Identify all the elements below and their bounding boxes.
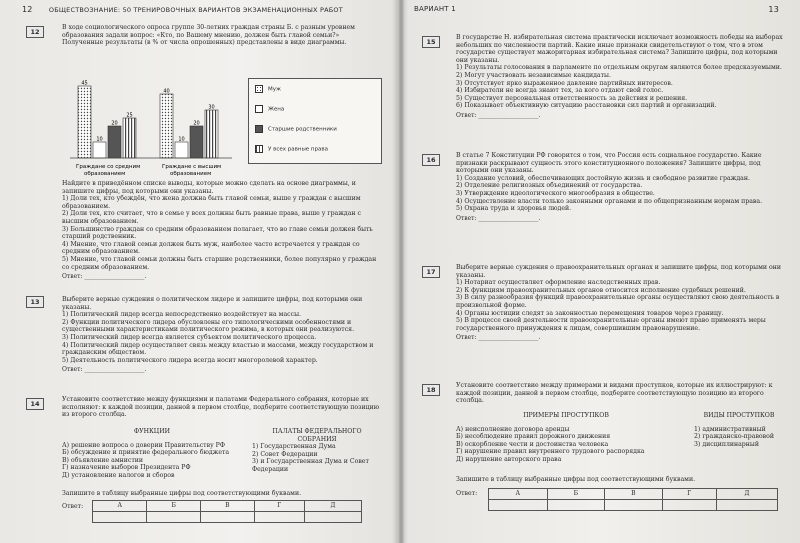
right-page — [404, 0, 800, 543]
task-12-option: 1) Доли тех, кто убеждён, что жена должна быть главой семьи, выше у граждан с высшим образованием. — [62, 195, 361, 210]
task-15-option: 2) Могут участвовать независимые кандидаты. — [456, 71, 611, 79]
task-14-chamber: 3) и Государственная Дума и Совет Федерации — [252, 458, 369, 473]
legend-item-elders: Старшие родственники — [255, 125, 337, 135]
table-letter-a: А — [489, 489, 548, 500]
task-14-function: А) решение вопроса о доверии Правительству РФ — [62, 441, 225, 449]
task-12-body — [62, 180, 380, 281]
task-18-table-instruction: Запишите в таблицу выбранные цифры под соответствующими буквами. — [456, 476, 696, 483]
bar-4-cat-2 — [205, 110, 218, 158]
task-17-option: 3) В силу разнообразия функций правоохранительные органы осуществляют свою деятельность в произвольной форме. — [456, 294, 780, 309]
task-18-col1-header: ПРИМЕРЫ ПРОСТУПКОВ — [523, 412, 609, 419]
bar-value-label: 30 — [208, 104, 215, 111]
bar-value-label: 20 — [111, 120, 118, 127]
task-15-option: 5) Существует персональная ответственность за действия и решения. — [456, 94, 688, 102]
task-15-answer-line[interactable]: Ответ: ____________________. — [456, 111, 541, 119]
table-letter-v: В — [201, 501, 255, 512]
category-label-2a: Граждане с высшим — [162, 164, 222, 170]
answer-cell[interactable] — [489, 500, 548, 511]
task-13-question: Выберите верные суждения о политическом лидере и запишите цифры, под которыми они указаны. — [62, 296, 363, 311]
left-page-header — [22, 6, 392, 20]
left-page — [0, 0, 398, 543]
task-16-option: 4) Осуществление власти только законными органами и по общепризнанным нормам права. — [456, 197, 763, 205]
task-14-column-functions — [62, 428, 242, 480]
legend-item-husband: Муж — [255, 85, 281, 95]
table-letter-b: Б — [547, 489, 605, 500]
task-13-option: 4) Политический лидер осуществляет связь между властью и массами, между государством и гражданским обществом. — [62, 341, 374, 357]
task-13-option: 3) Политический лидер всегда является субъектом политического процесса. — [62, 333, 317, 341]
task-14-function: Г) назначение выборов Президента РФ — [62, 464, 191, 472]
right-header-title: ВАРИАНТ 1 — [414, 5, 456, 13]
category-label-2b: образованием — [170, 171, 212, 177]
chart-legend — [248, 78, 382, 164]
task-13-option: 5) Деятельность политического лидера всегда носит многоролевой характер. — [62, 356, 318, 364]
table-letter-b: Б — [147, 501, 201, 512]
bar-value-label: 10 — [178, 136, 185, 143]
task-17-option: 2) К функциям правоохранительных органов относится исполнение судебных решений. — [456, 286, 746, 294]
table-letter-v: В — [605, 489, 663, 500]
bar-value-label: 10 — [96, 136, 103, 143]
bar-4-cat-1 — [123, 118, 136, 158]
task-15-option: 3) Отсутствует ярко выраженное давление партийных интересов. — [456, 79, 673, 87]
task-16-option: 5) Охрана труда и здоровья людей. — [456, 205, 572, 213]
task-18-column-examples — [456, 412, 676, 464]
task-13-option: 2) Функции политического лидера обусловлены его типологическими особенностями и существенными характеристиками политического режима, в которых они реализуются. — [62, 318, 355, 334]
task-14-col2-header: ПАЛАТЫ ФЕДЕРАЛЬНОГО СОБРАНИЯ — [272, 428, 362, 443]
task-12-option: 5) Мнение, что главой семьи должны быть старшие родственники, более популярно у граждан со средним образованием. — [62, 255, 377, 271]
task-15-option: 1) Результаты голосования в парламенте по отдельным округам являются более предсказуемыми. — [456, 64, 782, 72]
bar-value-label: 40 — [163, 88, 170, 95]
task-14-function: В) объявление амнистии — [62, 456, 144, 464]
task-17-option: 1) Нотариат осуществляет оформление наследственных прав. — [456, 279, 661, 287]
bar-1-cat-2 — [160, 94, 173, 158]
category-label-1b: образованием — [84, 171, 126, 177]
task-14-function: Д) установление налогов и сборов — [62, 471, 175, 479]
task-15-option: 6) Показывает объективную ситуацию расстановки сил партий и организаций. — [456, 102, 717, 110]
task-17-question: Выберите верные суждения о правоохранительных органах и запишите цифры, под которыми они указаны. — [456, 264, 781, 279]
task-12-question: В ходе социологического опроса группе 30-летних граждан страны Б. с разным уровнем образования задали вопрос: «Кто, по Вашему мнению, должен быть главой семьи?» Полученные результаты (в % от числа опрошенных) представлены в виде диаграммы. — [62, 24, 355, 47]
answer-cell[interactable] — [93, 512, 147, 523]
task-14-answer-table — [92, 500, 362, 523]
task-12-number: 12 — [26, 26, 44, 38]
task-18-example: В) оскорбление чести и достоинства человека — [456, 440, 609, 448]
task-16-body — [456, 152, 784, 222]
bar-1-cat-1 — [78, 86, 91, 158]
bar-2-cat-1 — [93, 142, 106, 158]
left-page-number: 12 — [22, 5, 33, 14]
task-13-body — [62, 296, 380, 374]
task-18-example: А) неисполнение договора аренды — [456, 425, 570, 433]
task-14-number: 14 — [26, 398, 44, 410]
task-12-option: 3) Большинство граждан со средним образованием полагает, что во главе семьи должен быть старший родственник. — [62, 225, 373, 241]
task-17-answer-line[interactable]: Ответ: ____________________. — [456, 334, 541, 342]
task-12-option: 4) Мнение, что главой семьи должен быть муж, наиболее часто встречается у граждан со средним образованием. — [62, 240, 360, 256]
task-14-table-instruction: Запишите в таблицу выбранные цифры под соответствующими буквами. — [62, 490, 302, 497]
task-12-option: 2) Доли тех, кто считает, что в семье у всех должны быть равные права, выше у граждан с высшим образованием. — [62, 210, 361, 225]
task-18-type: 3) дисциплинарный — [694, 440, 759, 448]
task-17-option: 5) В процессе своей деятельности правоохранительные органы имеют право применять меры государственного принуждения к лицам, совершившим правонарушение. — [456, 317, 766, 332]
bar-2-cat-2 — [175, 142, 188, 158]
table-letter-g: Г — [254, 501, 304, 512]
task-18-question: Установите соответствие между примерами и видами проступков, которые их иллюстрируют: к каждой позиции, данной в первом столбце, подберите соответствующую позицию из второго столбца. — [456, 382, 773, 405]
task-18-example: Д) нарушение авторского права — [456, 455, 562, 463]
task-18-answer-label: Ответ: — [456, 490, 478, 497]
task-14-chamber: 1) Государственная Дума — [252, 443, 336, 451]
bar-value-label: 25 — [126, 112, 133, 119]
task-14-function: Б) обсуждение и принятие федерального бюджета — [62, 449, 230, 457]
task-14-question: Установите соответствие между функциями и палатами Федерального собрания, которые их исполняют: к каждой позиции, данной в первом столбце, подберите соответствующую позицию из второго столбца. — [62, 396, 380, 419]
legend-item-wife: Жена — [255, 105, 284, 115]
right-page-header — [414, 6, 779, 20]
task-18-number: 18 — [422, 384, 440, 396]
task-16-question: В статье 7 Конституции РФ говорится о том, что Россия есть социальное государство. Какие признаки раскрывают сущность этого конституционного положения? Запишите цифры, под которыми они указаны. — [456, 152, 762, 175]
category-label-1a: Граждане со средним — [76, 164, 141, 170]
task-14-chamber: 2) Совет Федерации — [252, 450, 318, 458]
table-letter-g: Г — [662, 489, 716, 500]
task-12-answer-line[interactable]: Ответ: ____________________. — [62, 273, 147, 281]
answer-cell[interactable] — [201, 512, 255, 523]
task-18-col2-header: ВИДЫ ПРОСТУПКОВ — [703, 412, 775, 419]
bar-3-cat-1 — [108, 126, 121, 158]
answer-cell[interactable] — [547, 500, 605, 511]
bar-3-cat-2 — [190, 126, 203, 158]
task-16-option: 1) Создание условий, обеспечивающих достойную жизнь и свободное развитие граждан. — [456, 174, 750, 182]
answer-cell[interactable] — [305, 512, 362, 523]
task-18-answer-table — [488, 488, 778, 511]
task-12-instruction: Найдите в приведённом списке выводы, которые можно сделать на основе диаграммы, и запишите цифры, под которыми они указаны. — [62, 180, 356, 195]
task-15-number: 15 — [422, 36, 440, 48]
answer-cell[interactable] — [662, 500, 716, 511]
right-page-number: 13 — [768, 5, 779, 14]
task-14-column-chambers — [252, 428, 382, 474]
answer-cell[interactable] — [716, 500, 777, 511]
bar-value-label: 45 — [81, 80, 88, 87]
task-16-option: 3) Утверждение идеологического многообразия в обществе. — [456, 189, 655, 197]
answer-cell[interactable] — [605, 500, 663, 511]
task-17-body — [456, 264, 784, 342]
task-14-col1-header: ФУНКЦИИ — [134, 428, 170, 435]
task-18-type: 1) административный — [694, 425, 766, 433]
task-16-option: 2) Отделение религиозных объединений от государства. — [456, 182, 643, 190]
task-13-answer-line[interactable]: Ответ: ____________________. — [62, 366, 147, 374]
task-18-example: Г) нарушение правил внутреннего трудового распорядка — [456, 448, 645, 456]
task-15-option: 4) Избиратели не всегда знают тех, за кого отдают свой голос. — [456, 87, 664, 95]
task-17-option: 4) Органы юстиции следят за законностью перемещения товаров через границу. — [456, 309, 724, 317]
answer-cell[interactable] — [147, 512, 201, 523]
task-16-number: 16 — [422, 154, 440, 166]
task-18-example: Б) несоблюдение правил дорожного движения — [456, 433, 611, 441]
task-13-option: 1) Политический лидер всегда непосредственно воздействует на массы. — [62, 311, 301, 319]
task-14-answer-label: Ответ: — [62, 503, 84, 510]
task-15-question: В государстве Н. избирательная система практически исключает возможность победы на выборах небольших по численности партий. Какие иные признаки свидетельствуют о том, что в этом государстве существует мажоритарная избирательная система? Запишите цифры, под которыми они указаны. — [456, 34, 783, 64]
task-16-answer-line[interactable]: Ответ: ____________________. — [456, 214, 541, 222]
legend-item-equal: У всех равные права — [255, 145, 328, 155]
left-header-title: ОБЩЕСТВОЗНАНИЕ: 50 ТРЕНИРОВОЧНЫХ ВАРИАНТОВ ЭКЗАМЕНАЦИОННЫХ РАБОТ — [48, 6, 343, 14]
task-17-number: 17 — [422, 266, 440, 278]
table-letter-d: Д — [305, 501, 362, 512]
answer-cell[interactable] — [254, 512, 304, 523]
table-letter-a: А — [93, 501, 147, 512]
task-13-number: 13 — [26, 296, 44, 308]
task-18-column-types — [694, 412, 784, 448]
task-15-body — [456, 34, 784, 120]
bar-value-label: 20 — [193, 120, 200, 127]
table-letter-d: Д — [716, 489, 777, 500]
task-18-type: 2) гражданско-правовой — [694, 433, 774, 441]
